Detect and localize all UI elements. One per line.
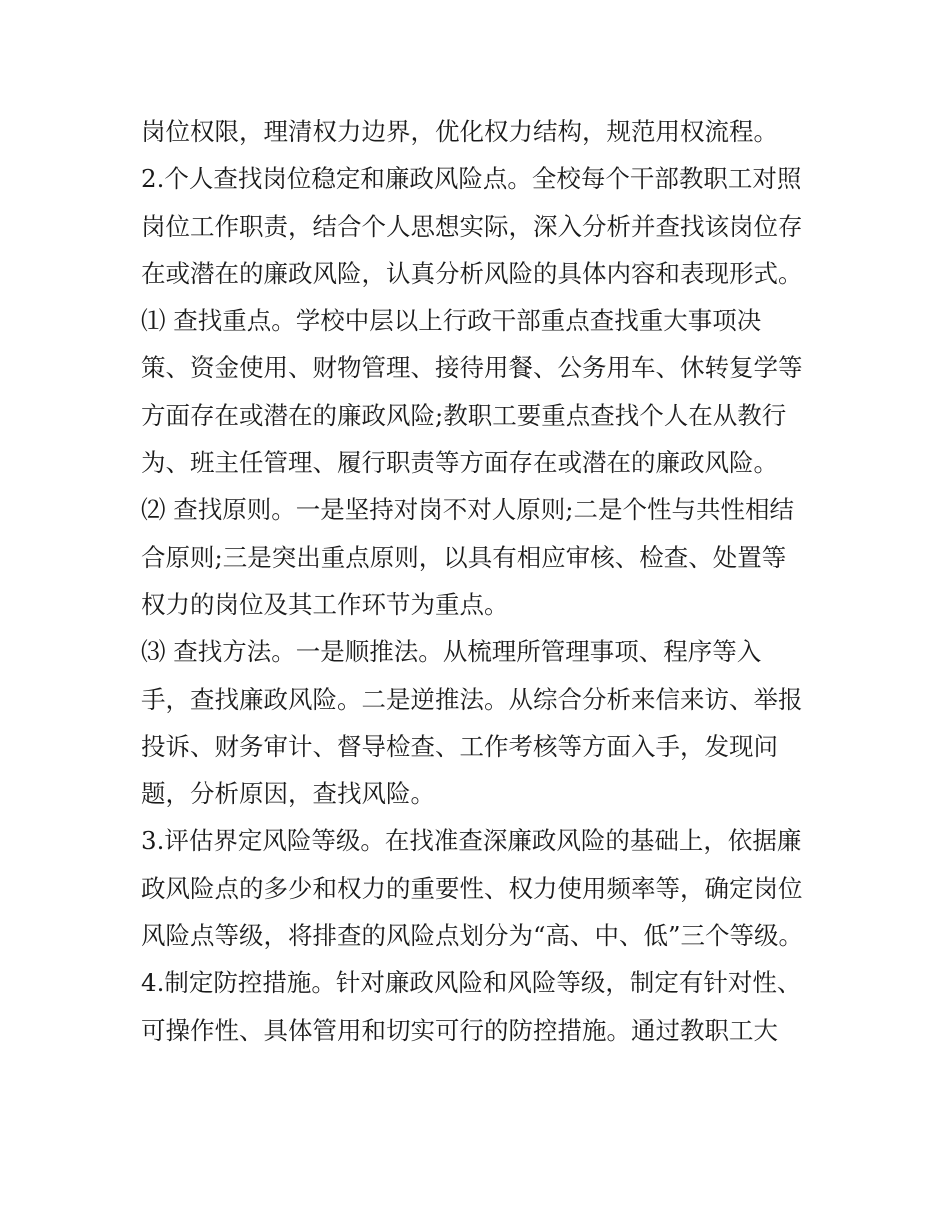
text-line: 岗位权限，理清权力边界，优化权力结构，规范用权流程。 (141, 117, 778, 146)
text-line: 为、班主任管理、履行职责等方面存在或潜在的廉政风险。 (141, 448, 778, 478)
text-line: ⑵ 查找原则。一是坚持对岗不对人原则;二是个性与共性相结 (141, 495, 795, 525)
text-line: ⑶ 查找方法。一是顺推法。从梳理所管理事项、程序等入 (141, 637, 762, 667)
text-line: 策、资金使用、财物管理、接待用餐、公务用车、休转复学等 (141, 353, 803, 383)
text-line: 2.个人查找岗位稳定和廉政风险点。全校每个干部教职工对照 (141, 164, 802, 194)
text-line: 手，查找廉政风险。二是逆推法。从综合分析来信来访、举报 (141, 684, 803, 714)
text-line: 3.评估界定风险等级。在找准查深廉政风险的基础上，依据廉 (141, 826, 802, 856)
text-line: 题，分析原因，查找风险。 (141, 779, 435, 809)
text-line: 权力的岗位及其工作环节为重点。 (141, 589, 509, 619)
text-line: 政风险点的多少和权力的重要性、权力使用频率等，确定岗位 (141, 873, 803, 903)
text-line: 合原则;三是突出重点原则，以具有相应审核、检查、处置等 (141, 542, 787, 572)
text-line: 岗位工作职责，结合个人思想实际，深入分析并查找该岗位存 (141, 211, 803, 241)
text-line: 方面存在或潜在的廉政风险;教职工要重点查找个人在从教行 (141, 400, 787, 430)
body-text (141, 108, 831, 1054)
text-line: 风险点等级，将排查的风险点划分为“高、中、低”三个等级。 (141, 921, 804, 951)
text-line: 可操作性、具体管用和切实可行的防控措施。通过教职工大 (141, 1015, 778, 1045)
text-line: ⑴ 查找重点。学校中层以上行政干部重点查找重大事项决 (141, 306, 762, 336)
text-line: 4.制定防控措施。针对廉政风险和风险等级，制定有针对性、 (141, 968, 802, 998)
text-line: 在或潜在的廉政风险，认真分析风险的具体内容和表现形式。 (141, 258, 803, 288)
text-line: 投诉、财务审计、督导检查、工作考核等方面入手，发现问 (141, 731, 778, 761)
